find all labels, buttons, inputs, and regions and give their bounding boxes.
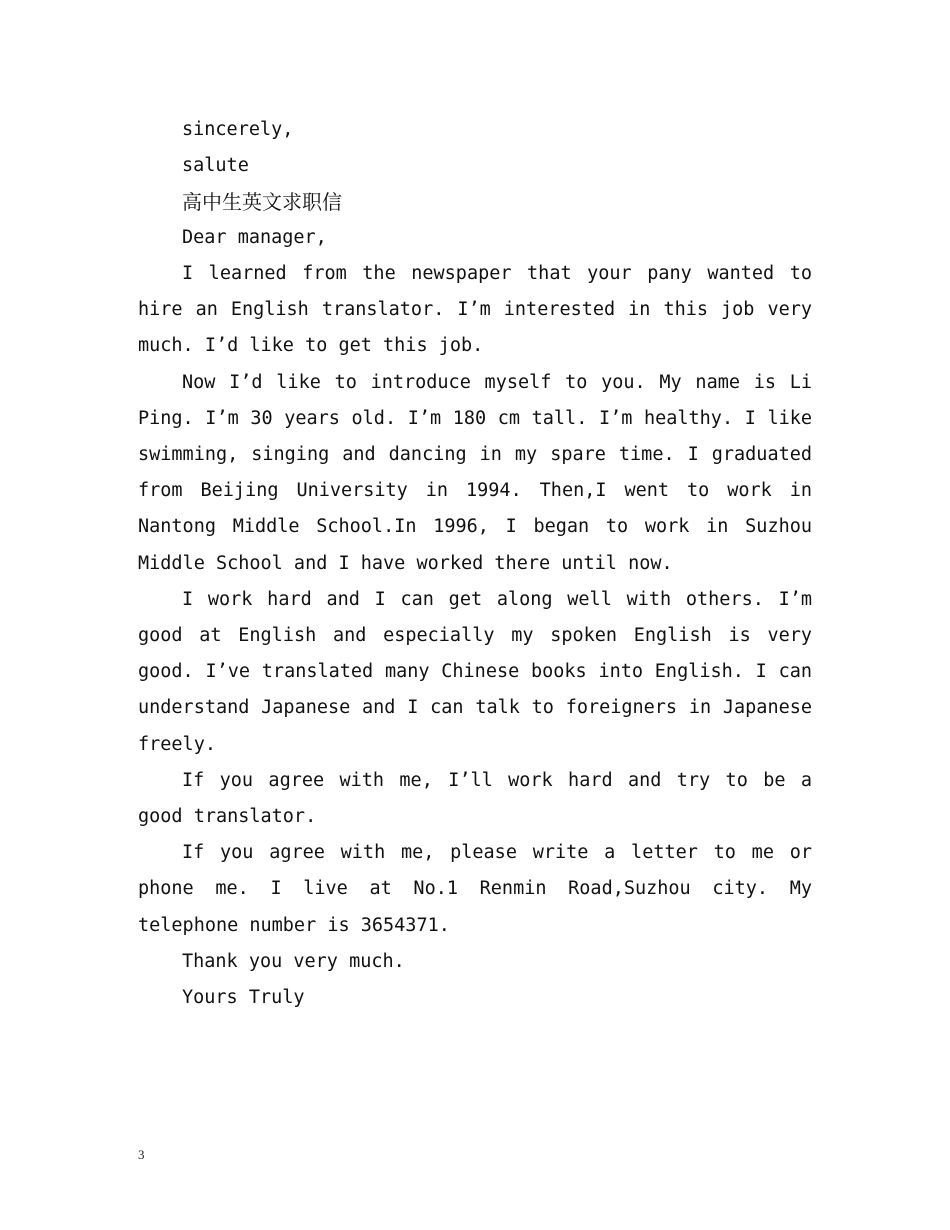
closing-line-salute: salute <box>182 155 249 176</box>
thanks-line: Thank you very much. <box>182 950 405 972</box>
closing-line-sincerely: sincerely, <box>182 119 294 140</box>
signoff-line: Yours Truly <box>182 986 305 1008</box>
paragraph-introduction: Now I’d like to introduce myself to you. My name is Li Ping. I’m 30 years old. I’m 180 cm tall. I’m healthy. I like swimming, singing and dancing in my spare time. I graduated from Beijing University in 1994. Then,I went to work in Nantong Middle School.In 1996, I began to work in Suzhou Middle School and I have worked there until now. <box>138 371 812 574</box>
paragraph-skills: I work hard and I can get along well with others. I’m good at English and especially my spoken English is very good. I’ve translated many Chinese books into English. I can understand Japanese and I can talk to foreigners in Japanese freely. <box>138 588 812 755</box>
paragraph-contact: If you agree with me, please write a letter to me or phone me. I live at No.1 Renmin Road,Suzhou city. My telephone number is 3654371. <box>138 842 812 936</box>
paragraph-promise: If you agree with me, I’ll work hard and try to be a good translator. <box>138 769 812 828</box>
paragraph-intent: I learned from the newspaper that your pany wanted to hire an English translator. I’m interested in this job very much. I’d like to get this job. <box>138 263 812 357</box>
letter-body <box>138 112 812 1016</box>
page-number: 3 <box>138 1147 145 1162</box>
section-title: 高中生英文求职信 <box>182 190 342 214</box>
salutation: Dear manager, <box>182 227 327 248</box>
